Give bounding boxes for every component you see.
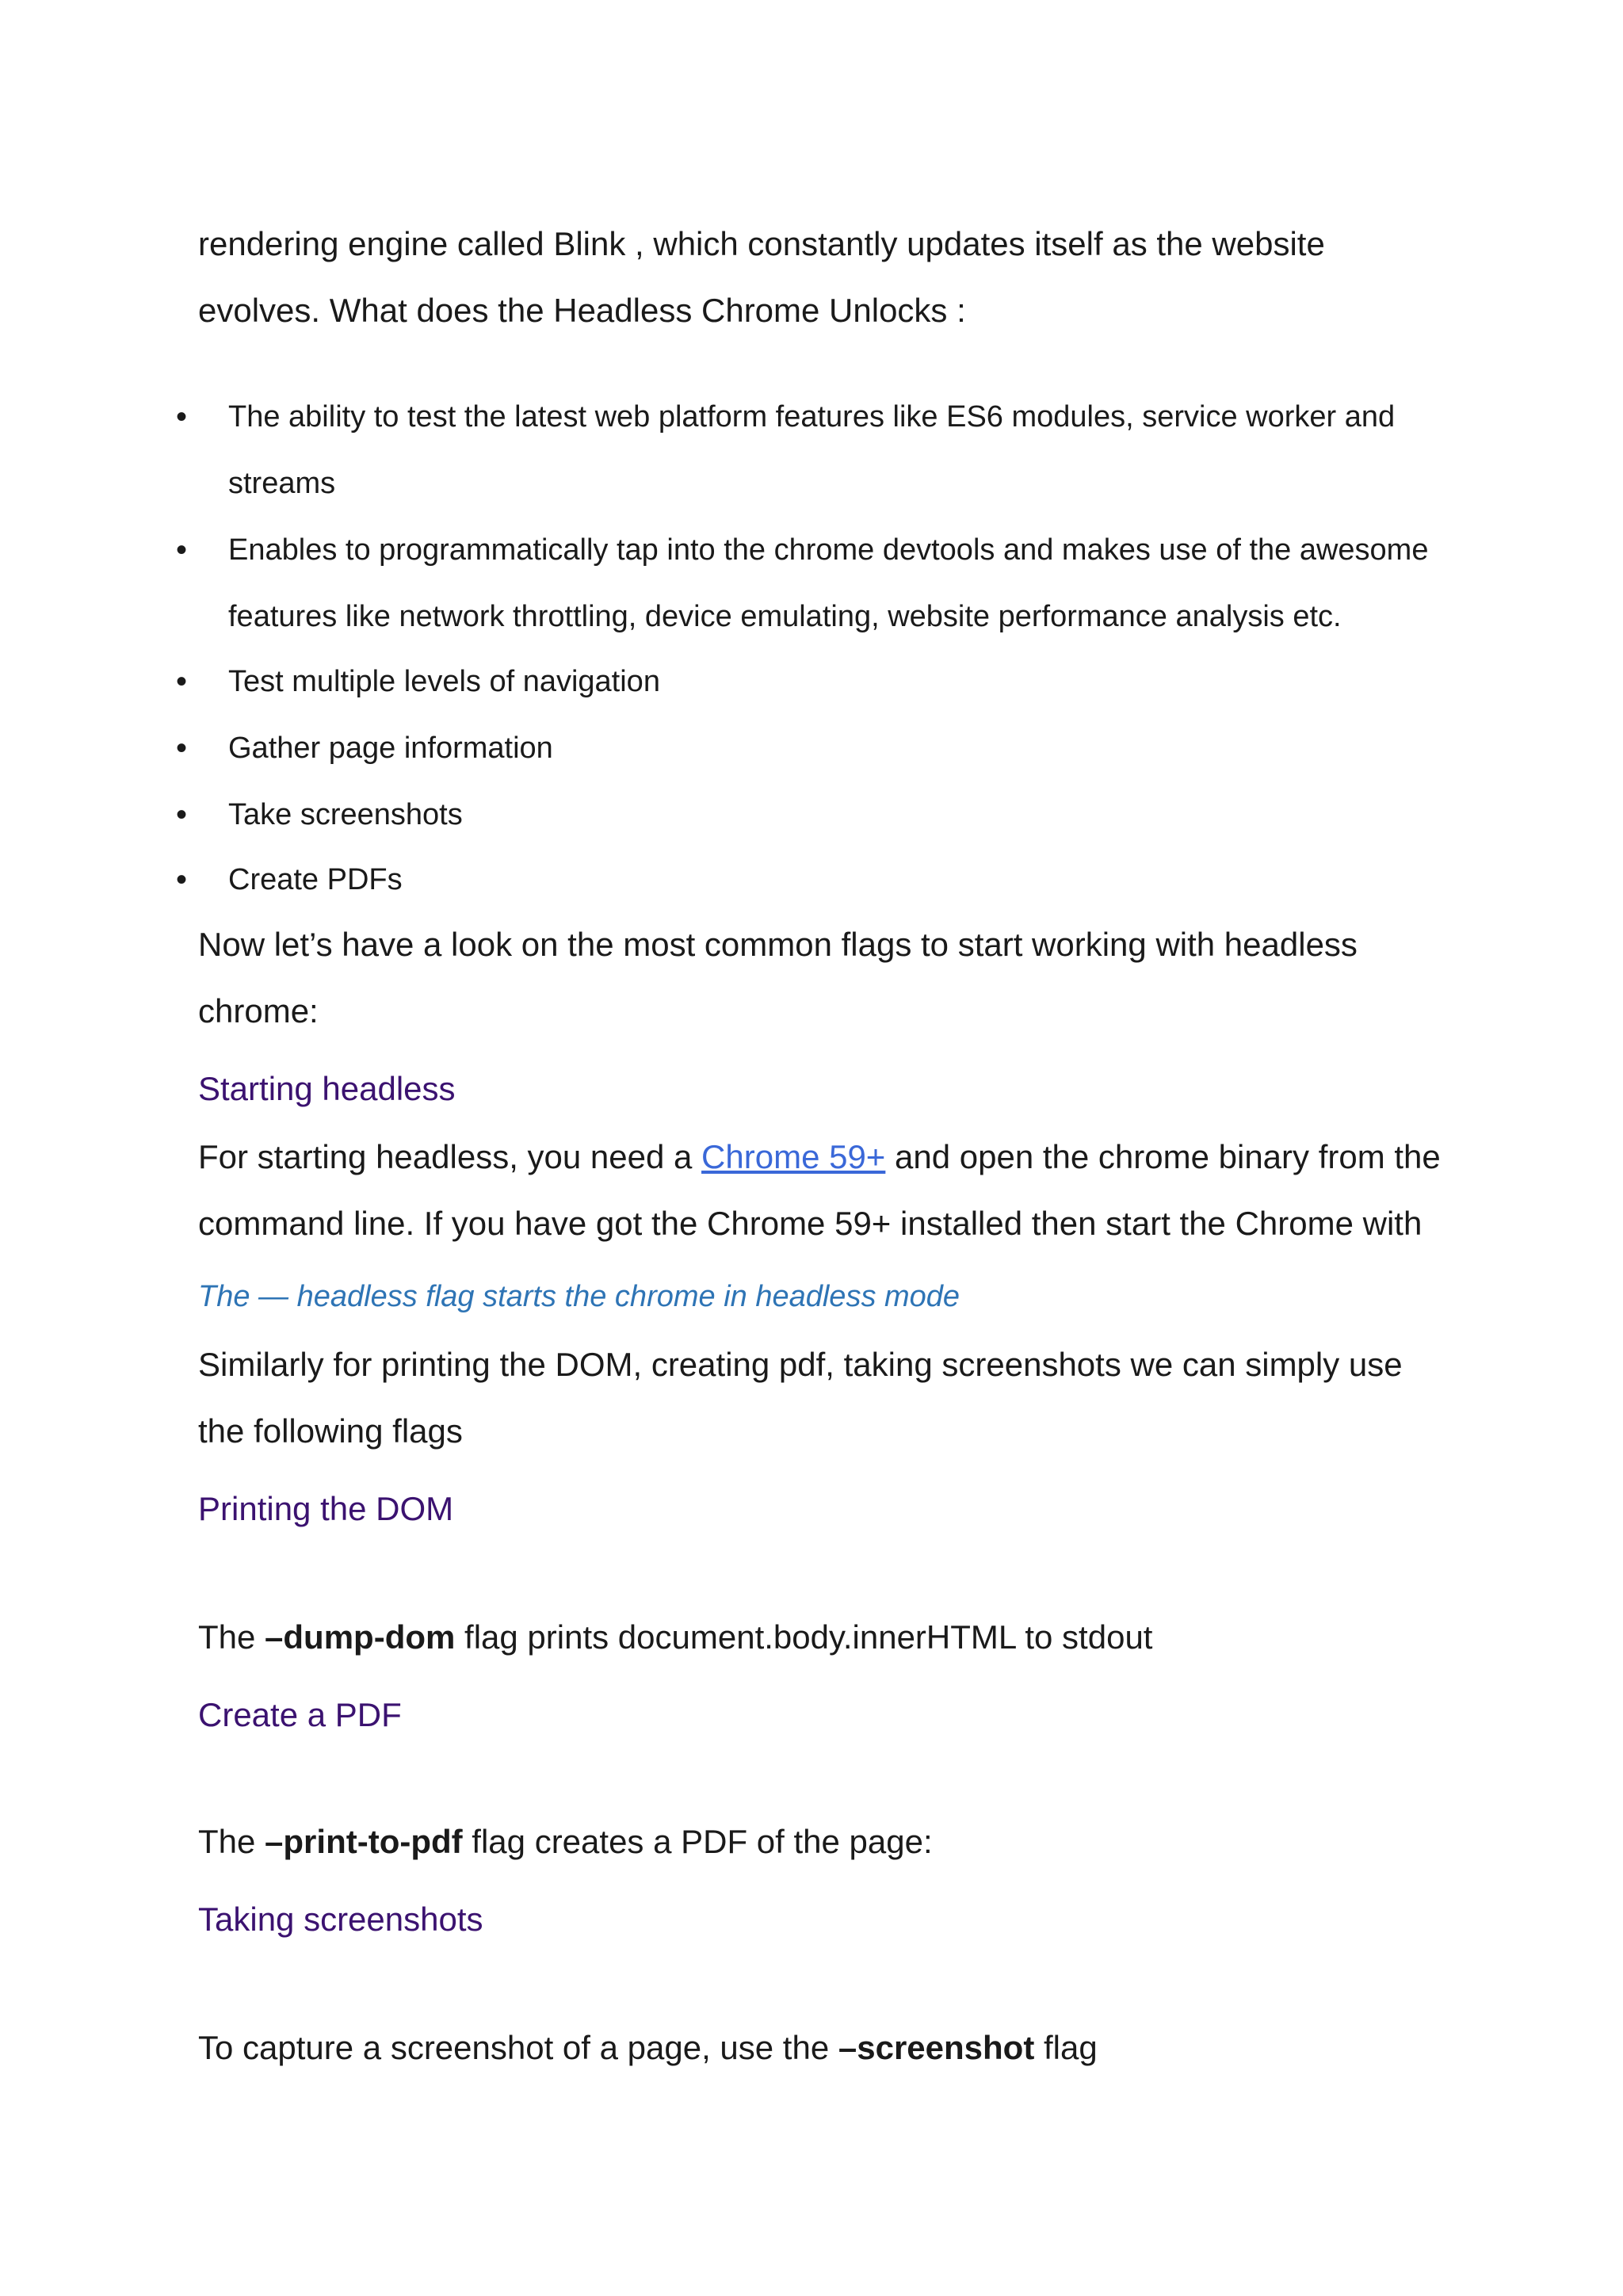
bullet-marker: •: [176, 664, 188, 699]
screenshot-suffix: flag: [1034, 2029, 1098, 2066]
print-to-pdf-line: [198, 1818, 933, 1866]
flags-line-1: Now let’s have a look on the most common flags to start working with headless: [198, 926, 1358, 963]
section-heading-create-pdf: Create a PDF: [198, 1696, 402, 1733]
bullet-5-line-1: Take screenshots: [228, 798, 463, 831]
dump-dom-flag: –dump-dom: [265, 1618, 456, 1656]
starting-line-2: command line. If you have got the Chrome 59+ installed then start the Chrome with: [198, 1205, 1423, 1242]
dump-dom-line: [198, 1614, 1152, 1661]
starting-line-1-suffix: and open the chrome binary from the: [885, 1138, 1441, 1175]
print-to-pdf-flag: –print-to-pdf: [265, 1823, 463, 1860]
bullet-marker: •: [176, 533, 188, 567]
bullet-marker: •: [176, 731, 188, 766]
intro-line-2: evolves. What does the Headless Chrome Unlocks :: [198, 292, 966, 329]
bullet-2-line-1: Enables to programmatically tap into the chrome devtools and makes use of the awesome: [228, 533, 1429, 567]
bullet-1-line-2: streams: [228, 467, 336, 500]
bullet-marker: •: [176, 862, 188, 897]
bullet-3-line-1: Test multiple levels of navigation: [228, 665, 660, 698]
screenshot-line: [198, 2024, 1098, 2072]
screenshot-flag: –screenshot: [838, 2029, 1035, 2066]
section-heading-taking-screenshots: Taking screenshots: [198, 1901, 483, 1938]
starting-line-1-prefix: For starting headless, you need a: [198, 1138, 702, 1175]
chrome-59-link[interactable]: Chrome 59+: [701, 1138, 886, 1175]
starting-line-1: [198, 1133, 1441, 1181]
bullet-marker: •: [176, 399, 188, 434]
flags-line-2: chrome:: [198, 992, 319, 1030]
bullet-4-line-1: Gather page information: [228, 732, 553, 765]
screenshot-prefix: To capture a screenshot of a page, use the: [198, 2029, 838, 2066]
dump-dom-suffix: flag prints document.body.innerHTML to stdout: [455, 1618, 1153, 1656]
print-to-pdf-suffix: flag creates a PDF of the page:: [462, 1823, 933, 1860]
bullet-1-line-1: The ability to test the latest web platform features like ES6 modules, service worker and: [228, 400, 1396, 434]
dump-dom-prefix: The: [198, 1618, 265, 1656]
starting-line-4: the following flags: [198, 1412, 463, 1450]
bullet-6-line-1: Create PDFs: [228, 863, 403, 896]
bullet-2-line-2: features like network throttling, device emulating, website performance analysis etc.: [228, 600, 1342, 633]
print-to-pdf-prefix: The: [198, 1823, 265, 1860]
starting-line-3: Similarly for printing the DOM, creating pdf, taking screenshots we can simply use: [198, 1346, 1403, 1383]
intro-line-1: rendering engine called Blink , which constantly updates itself as the website: [198, 225, 1325, 262]
headless-flag-note: The — headless flag starts the chrome in headless mode: [198, 1280, 960, 1313]
section-heading-printing-dom: Printing the DOM: [198, 1490, 454, 1527]
bullet-marker: •: [176, 797, 188, 832]
section-heading-starting-headless: Starting headless: [198, 1070, 456, 1107]
